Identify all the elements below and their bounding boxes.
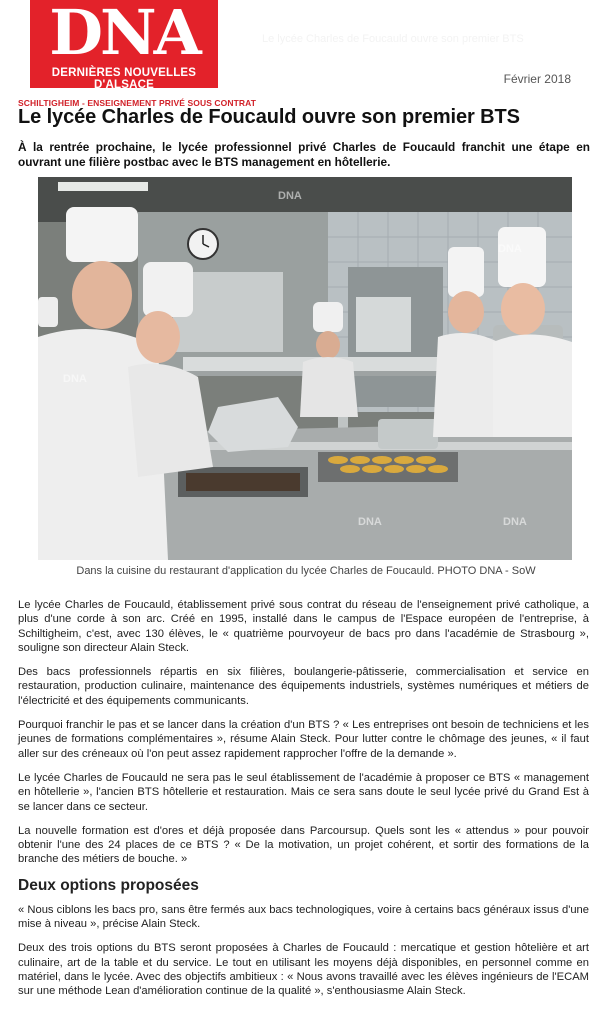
paragraph: Le lycée Charles de Foucauld, établissement privé sous contrat du réseau de l'enseignement privé catholique, a plus d'une corde à son arc. Créé en 1995, installé dans le campus de l'Espace européen de l'entreprise, à Schiltigheim, c'est, avec 130 élèves, le « quatrième pourvoyeur de bacs pro dans l'académie de Strasbourg », souligne son directeur Alain Steck.	[18, 599, 589, 654]
article-body	[18, 598, 589, 1009]
paragraph: « Nous ciblons les bacs pro, sans être fermés aux bacs technologiques, voire à certains bacs généraux issus d'une mise à niveau », précise Alain Steck.	[18, 903, 589, 931]
paragraph: Deux des trois options du BTS seront proposées à Charles de Foucauld : mercatique et gestion hôtelière et art culinaire, art de la table et du service. Le tout en utilisant les moyens déjà disponibles, en personnel comme en matériel, dans le lycée. Avec des objectifs ambitieux : « Nous avons travaillé avec les élèves ingénieurs de l'ECAM sur une méthode Lean d'amélioration continue de la qualité », s'enthousiasme Alain Steck.	[18, 942, 589, 998]
watermark-left: DNA	[63, 373, 87, 385]
logo-subtitle: DERNIÈRES NOUVELLES D'ALSACE	[51, 67, 197, 91]
kitchen-photo	[38, 177, 572, 560]
article-lede: À la rentrée prochaine, le lycée professionnel privé Charles de Foucauld franchit une étape en ouvrant une filière postbac avec le BTS management en hôtellerie.	[18, 140, 590, 169]
ghost-title: Le lycée Charles de Foucauld ouvre son premier BTS	[262, 33, 524, 45]
section-kicker: SCHILTIGHEIM - ENSEIGNEMENT PRIVÉ SOUS CONTRAT	[18, 98, 257, 108]
watermark-bottom-right: DNA	[503, 516, 527, 528]
paragraph: Le lycée Charles de Foucauld ne sera pas le seul établissement de l'académie à proposer ce BTS « management en hôtellerie », l'ancien BTS hôtellerie et restauration. Mais ce sera sans doute le seul lycée privé du Grand Est à se lancer dans ce secteur.	[18, 771, 589, 813]
publication-date: Février 2018	[503, 72, 571, 86]
paragraph: Pourquoi franchir le pas et se lancer dans la création d'un BTS ? « Les entreprises ont besoin de techniciens et les jeunes de formations complémentaires », résume Alain Steck. Pour lutter contre le chômage des jeunes, « il faut aller sur des créneaux où l'on peut assez rapidement rapprocher l'offre de la demande ».	[18, 719, 589, 760]
section-subheading: Deux options proposées	[18, 876, 199, 894]
paragraph: La nouvelle formation est d'ores et déjà proposée dans Parcoursup. Quels sont les « attendus » pour pouvoir obtenir l'une des 24 places de ce BTS ? « De la motivation, un projet cohérent, et sortir des formations de la branche des métiers de bouche. »	[18, 824, 589, 866]
paragraph: Des bacs professionnels répartis en six filières, boulangerie-pâtisserie, commercialisation et service en restauration, production culinaire, maintenance des équipements industriels, systèmes numériques et métiers de l'électricité et des équipements communicants.	[18, 666, 589, 707]
watermark-bottom: DNA	[358, 516, 382, 528]
watermark-top: DNA	[278, 190, 302, 202]
dna-logo[interactable]	[30, 0, 218, 91]
article-headline: Le lycée Charles de Foucauld ouvre son premier BTS	[18, 106, 520, 128]
watermark-right: DNA	[498, 243, 522, 255]
logo-title: DNA	[49, 0, 199, 69]
photo-caption: Dans la cuisine du restaurant d'application du lycée Charles de Foucauld. PHOTO DNA - SoW	[76, 565, 536, 577]
